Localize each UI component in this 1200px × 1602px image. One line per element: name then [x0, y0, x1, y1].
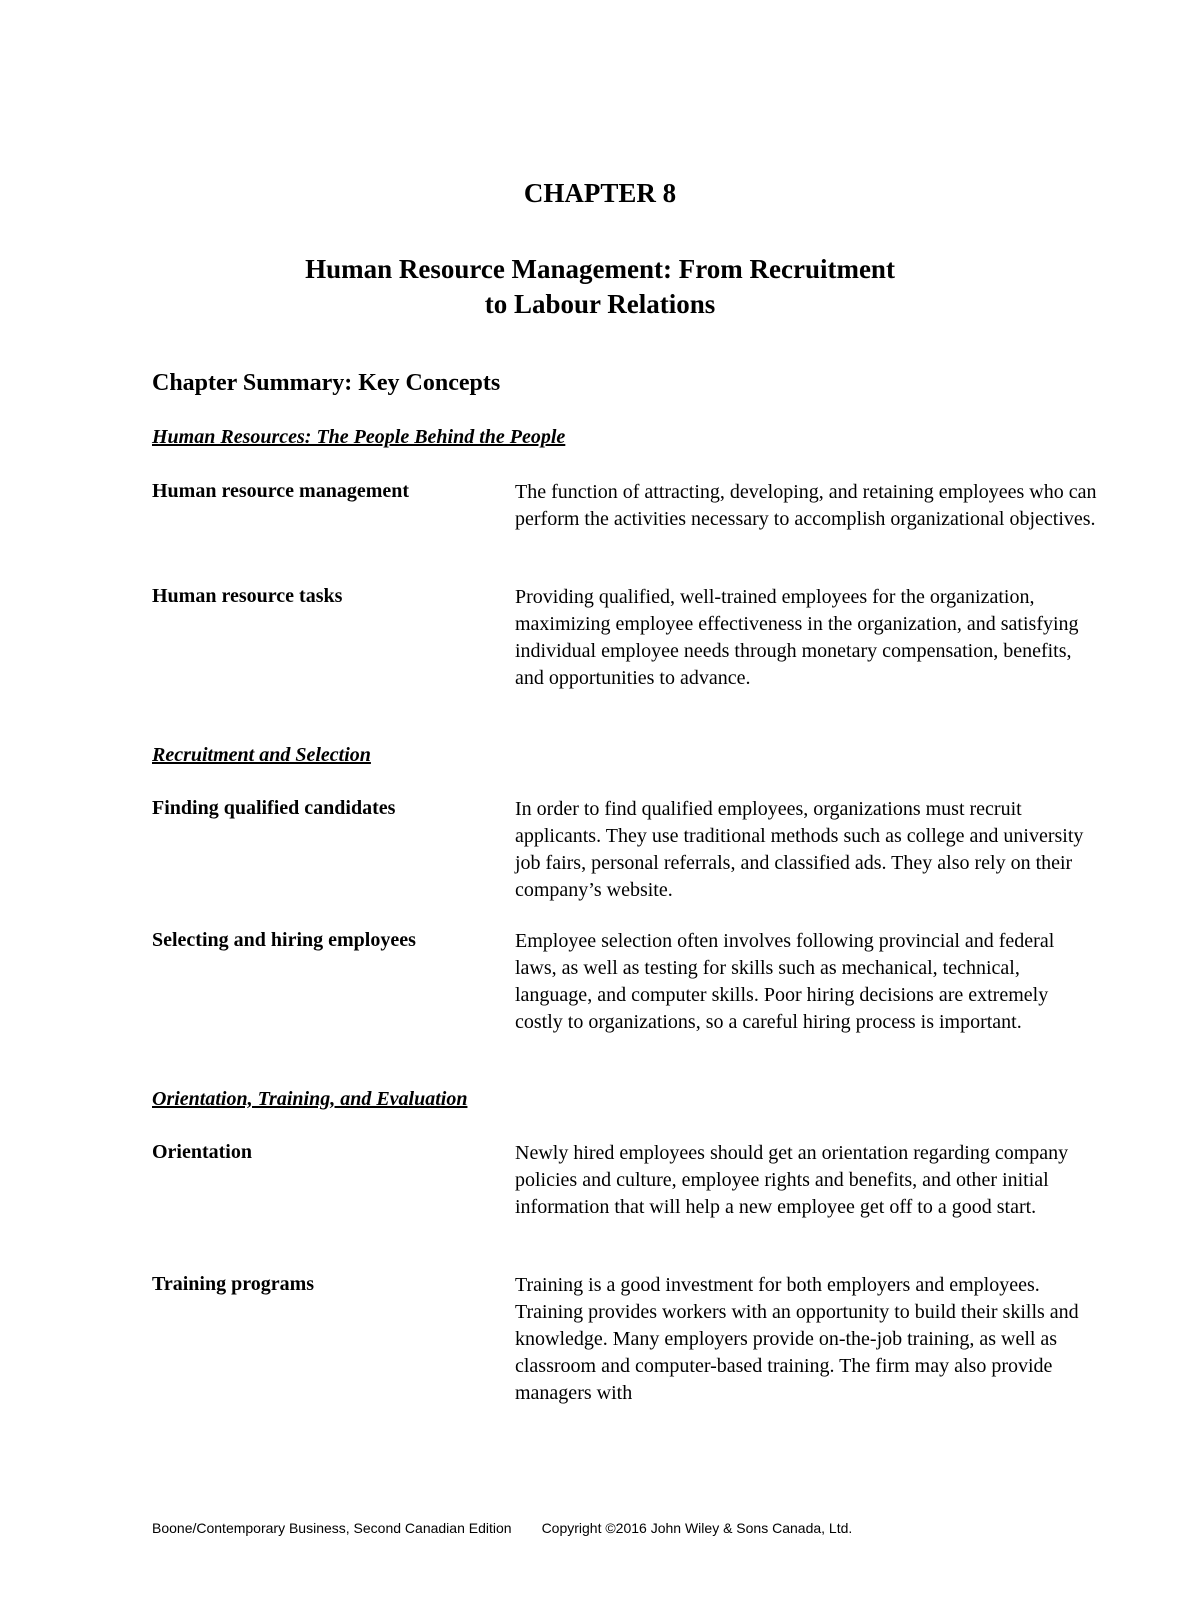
term-human-resource-management: Human resource management — [152, 480, 410, 502]
term-finding-qualified-candidates: Finding qualified candidates — [152, 797, 396, 819]
footer-book-title: Boone/Contemporary Business, Second Canadian Edition — [152, 1520, 512, 1536]
definition-human-resource-management: The function of attracting, developing, and retaining employees who can perform the activities necessary to accomplish organizational objectives. — [515, 481, 1097, 530]
chapter-number: CHAPTER 8 — [523, 178, 677, 208]
term-selecting-hiring-employees: Selecting and hiring employees — [152, 929, 416, 951]
page-footer — [152, 1520, 852, 1536]
definition-finding-qualified-candidates: In order to find qualified employees, organizations must recruit applicants. They use traditional methods such as college and university job fairs, personal referrals, and classified ads. They also rely on their company’s website. — [515, 798, 1084, 901]
section-heading-orientation: Orientation, Training, and Evaluation — [152, 1088, 468, 1110]
definition-human-resource-tasks: Providing qualified, well-trained employees for the organization, maximizing employee effectiveness in the organization, and satisfying individual employee needs through monetary compensation, benefits, and opportunities to advance. — [515, 586, 1079, 689]
chapter-title-line-2: to Labour Relations — [484, 289, 716, 319]
section-heading-recruitment: Recruitment and Selection — [152, 744, 371, 766]
term-orientation: Orientation — [152, 1141, 252, 1163]
section-heading-human-resources: Human Resources: The People Behind the People — [152, 426, 566, 448]
footer-copyright: Copyright ©2016 John Wiley & Sons Canada, Ltd. — [541, 1520, 853, 1536]
definition-selecting-hiring-employees: Employee selection often involves following provincial and federal laws, as well as testing for skills such as mechanical, technical, language, and computer skills. Poor hiring decisions are extremely costly to organizations, so a careful hiring process is important. — [515, 930, 1055, 1033]
term-human-resource-tasks: Human resource tasks — [152, 585, 343, 607]
chapter-title-line-1: Human Resource Management: From Recruitment — [305, 254, 895, 284]
summary-heading: Chapter Summary: Key Concepts — [152, 370, 501, 396]
chapter-title — [0, 252, 1200, 322]
term-training-programs: Training programs — [152, 1273, 315, 1295]
definition-orientation: Newly hired employees should get an orientation regarding company policies and culture, employee rights and benefits, and other initial information that will help a new employee get off to a good start. — [515, 1142, 1069, 1218]
definition-training-programs: Training is a good investment for both employers and employees. Training provides workers with an opportunity to build their skills and knowledge. Many employers provide on-the-job training, as well as classroom and computer-based training. The firm may also provide managers with — [515, 1274, 1079, 1404]
